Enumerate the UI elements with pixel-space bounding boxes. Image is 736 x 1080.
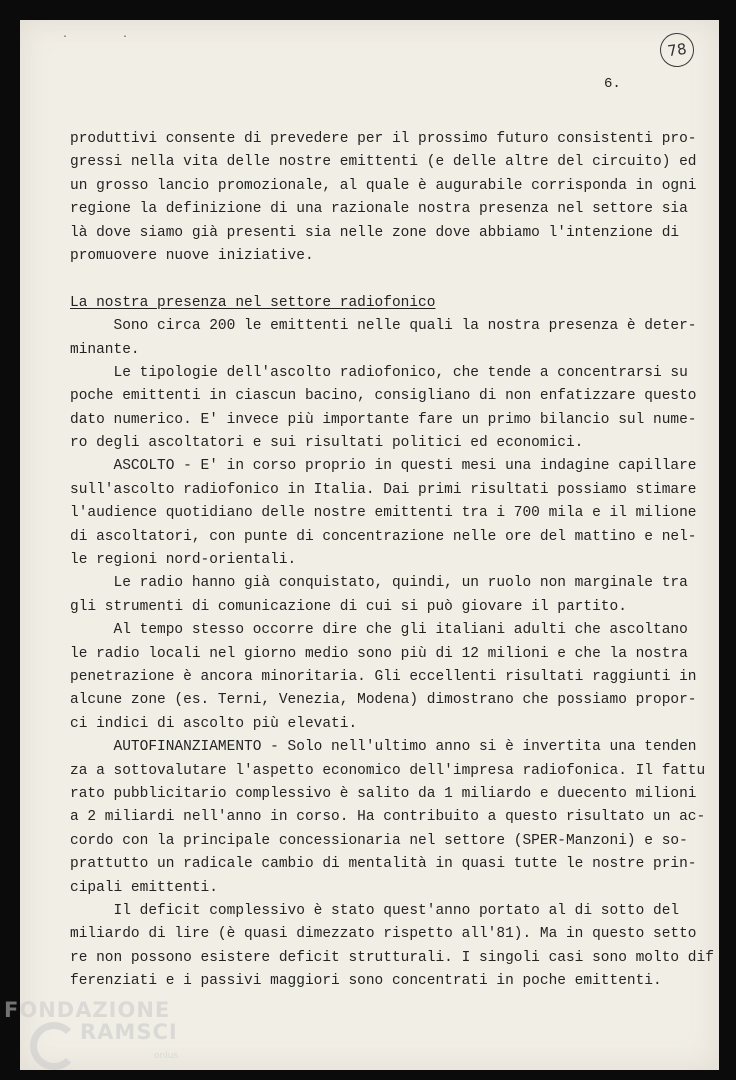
watermark-line2: RAMSCI — [80, 1020, 178, 1044]
text-line: promuovere nuove iniziative. — [70, 247, 314, 264]
text-line: Sono circa 200 le emittenti nelle quali la nostra presenza è deter- — [70, 318, 697, 335]
text-line: Al tempo stesso occorre dire che gli italiani adulti che ascoltano — [70, 622, 688, 639]
text-line: cordo con la principale concessionaria nel settore (SPER-Manzoni) e so- — [70, 832, 688, 849]
text-line: gressi nella vita delle nostre emittenti (e delle altre del circuito) ed — [70, 154, 697, 171]
text-line: penetrazione è ancora minoritaria. Gli eccellenti risultati raggiunti in — [70, 668, 697, 685]
text-line: produttivi consente di prevedere per il prossimo futuro consistenti pro- — [70, 131, 697, 147]
text-line: Il deficit complessivo è stato quest'anno portato al di sotto del — [70, 902, 680, 919]
text-line: miliardo di lire (è quasi dimezzato rispetto all'81). Ma in questo setto — [70, 926, 697, 943]
watermark-line3: onlus — [154, 1051, 179, 1061]
text-line: sull'ascolto radiofonico in Italia. Dai primi risultati possiamo stimare — [70, 481, 697, 498]
text-line: dato numerico. E' invece più importante fare un primo bilancio sul nume- — [70, 411, 697, 428]
text-line: cipali emittenti. — [70, 879, 218, 896]
text-line: za a sottovalutare l'aspetto economico dell'impresa radiofonica. Il fattu — [70, 762, 706, 779]
text-line: un grosso lancio promozionale, al quale è augurabile corrisponda in ogni — [70, 177, 697, 194]
section-heading — [70, 292, 680, 315]
paragraph-intro — [70, 128, 697, 268]
text-line: minante. — [70, 341, 140, 358]
text-line: a 2 miliardi nell'anno in corso. Ha contribuito a questo risultato un ac- — [70, 809, 706, 826]
text-line: ASCOLTO - E' in corso proprio in questi mesi una indagine capillare — [70, 458, 697, 475]
text-line: ro degli ascoltatori e sui risultati politici ed economici. — [70, 435, 584, 452]
text-line: là dove siamo già presenti sia nelle zone dove abbiamo l'intenzione di — [70, 224, 680, 241]
section-heading-text: La nostra presenza nel settore radiofonico — [70, 294, 436, 311]
page-number: 6. — [604, 76, 621, 92]
text-line: ci indici di ascolto più elevati. — [70, 715, 358, 732]
archive-number-stamp: 78 — [658, 31, 696, 69]
text-line: prattutto un radicale cambio di mentalità in quasi tutte le nostre prin- — [70, 856, 697, 873]
watermark-g-glyph — [30, 1022, 78, 1070]
text-line: gli strumenti di comunicazione di cui si può giovare il partito. — [70, 598, 627, 615]
blank-line — [70, 268, 680, 291]
watermark-line1: FONDAZIONE — [4, 998, 171, 1022]
text-line: Le radio hanno già conquistato, quindi, un ruolo non marginale tra — [70, 575, 688, 592]
body-text — [70, 128, 714, 993]
text-line: AUTOFINANZIAMENTO - Solo nell'ultimo anno si è invertita una tenden — [70, 739, 697, 756]
text-line: Le tipologie dell'ascolto radiofonico, che tende a concentrarsi su — [70, 364, 688, 381]
text-line: regione la definizione di una razionale nostra presenza nel settore sia — [70, 201, 688, 218]
text-line: di ascoltatori, con punte di concentrazione nelle ore del mattino e nel- — [70, 528, 697, 545]
text-line: re non possono esistere deficit strutturali. I singoli casi sono molto dif — [70, 949, 714, 966]
text-line: ferenziati e i passivi maggiori sono concentrati in poche emittenti. — [70, 973, 662, 990]
top-marks: · · — [62, 32, 153, 43]
section-body — [70, 315, 714, 993]
fondazione-gramsci-watermark-logo — [4, 998, 204, 1078]
text-line: le radio locali nel giorno medio sono più di 12 milioni e che la nostra — [70, 645, 688, 662]
text-line: rato pubblicitario complessivo è salito da 1 miliardo e duecento milioni — [70, 785, 697, 802]
text-line: le regioni nord-orientali. — [70, 552, 297, 569]
text-line: poche emittenti in ciascun bacino, consigliano di non enfatizzare questo — [70, 388, 697, 405]
text-line: alcune zone (es. Terni, Venezia, Modena) dimostrano che possiamo propor- — [70, 692, 697, 709]
text-line: l'audience quotidiano delle nostre emittenti tra i 700 mila e il milione — [70, 505, 697, 522]
